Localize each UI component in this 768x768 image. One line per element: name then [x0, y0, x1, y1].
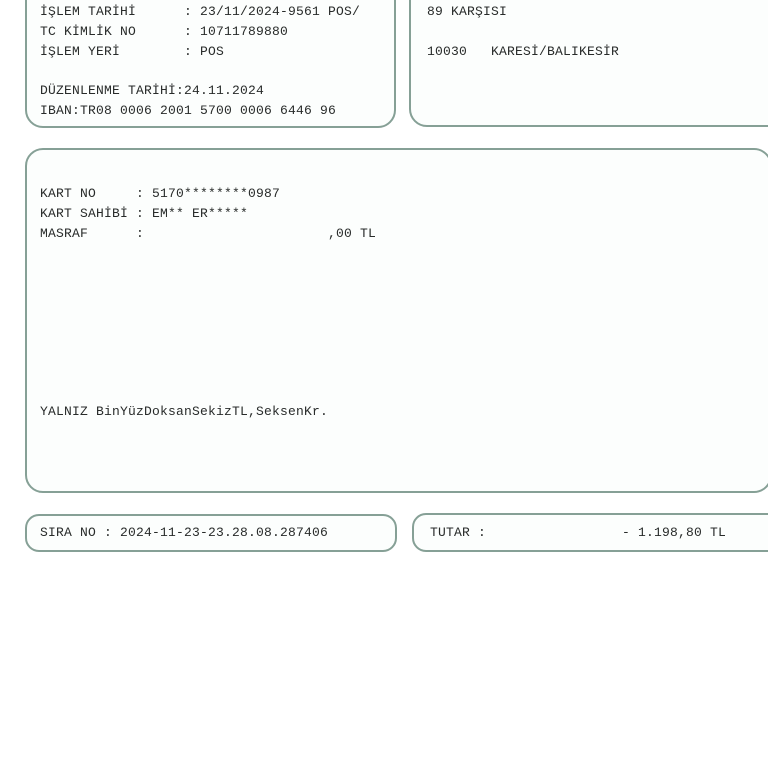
sequence-number-box [25, 514, 397, 552]
branch-address-content [411, 0, 768, 61]
branch-address-box [409, 0, 768, 127]
tc-id-line: TC KİMLİK NO : 10711789880 [40, 23, 289, 39]
transaction-info-content [27, 0, 394, 121]
iban-line: IBAN:TR08 0006 2001 5700 0006 6446 96 [40, 102, 337, 118]
sequence-number-line: SIRA NO : 2024-11-23-23.28.08.287406 [40, 525, 329, 541]
card-number-line: KART NO : 5170********0987 [40, 186, 281, 201]
address-line: 89 KARŞISI [427, 4, 508, 19]
postal-city-line: 10030 KARESİ/BALIKESİR [427, 43, 620, 59]
total-amount-box [412, 513, 768, 552]
issue-date-line: DÜZENLENME TARİHİ:24.11.2024 [40, 83, 265, 99]
card-details-content [27, 150, 768, 491]
amount-in-words-line: YALNIZ BinYüzDoksanSekizTL,SeksenKr. [40, 404, 329, 419]
transaction-place-line: İŞLEM YERİ : POS [40, 43, 225, 59]
blank-line [427, 22, 768, 42]
total-amount-line: TUTAR : - 1.198,80 TL [430, 524, 727, 540]
card-holder-line: KART SAHİBİ : EM** ER***** [40, 205, 249, 221]
transaction-date-line: İŞLEM TARİHİ : 23/11/2024-9561 POS/ [40, 4, 361, 19]
fee-line: MASRAF : ,00 TL [40, 225, 377, 241]
transaction-info-box [25, 0, 396, 128]
card-details-box [25, 148, 768, 493]
blank-line [40, 61, 388, 81]
